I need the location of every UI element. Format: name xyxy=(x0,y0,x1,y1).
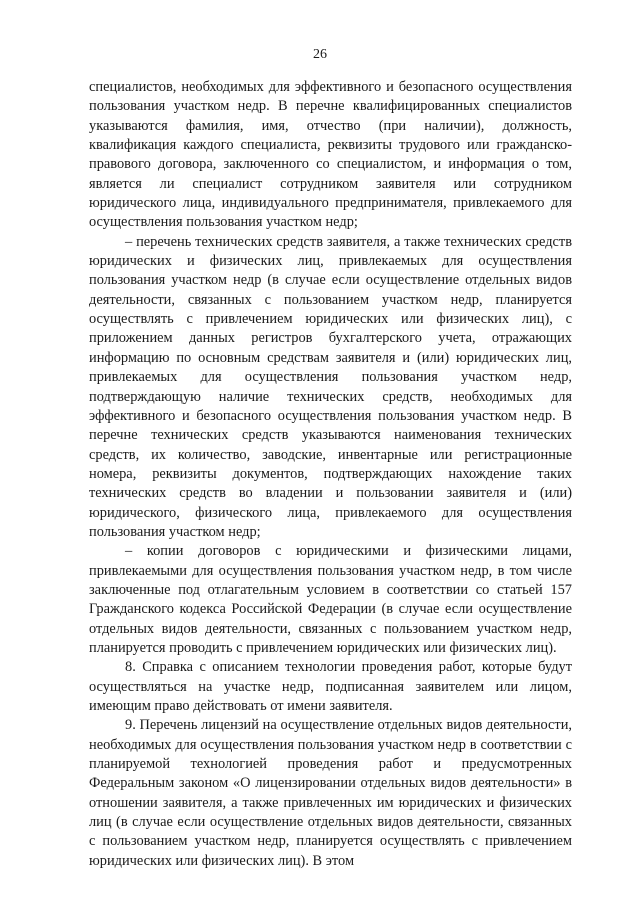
page-number: 26 xyxy=(313,47,327,62)
paragraph-technical-means: – перечень технических средств заявителя, а также технических средств юридических и физических лиц, привлекаемых для осуществления пользования участком недр (в случае если осуществление отдельных видов деятельности, связанных с пользованием участком недр, планируется осуществлять с привлечением юридических или физических лиц), с приложением данных регистров бухгалтерского учета, отражающих информацию по основным средствам заявителя и (или) юридических лиц, привлекаемых для осуществления пользования участком недр, подтверждающую наличие технических средств, необходимых для эффективного и безопасного осуществления пользования участком недр. В перечне технических средств указываются наименования технических средств, их количество, заводские, инвентарные или регистрационные номера, реквизиты документов, подтверждающих нахождение таких технических средств во владении и пользовании заявителя и (или) юридического, физического лица, привлекаемого для осуществления пользования участком недр; xyxy=(89,233,572,540)
paragraph-specialists-list: специалистов, необходимых для эффективного и безопасного осуществления пользования участком недр. В перечне квалифицированных специалистов указываются фамилия, имя, отчество (при наличии), должность, квалификация каждого специалиста, реквизиты трудового или гражданско-правового договора, заключенного со специалистом, и информация о том, является ли специалист сотрудником заявителя или сотрудником юридического лица, индивидуального предпринимателя, привлекаемого для осуществления пользования участком недр; xyxy=(89,79,572,231)
paragraph-item-9: 9. Перечень лицензий на осуществление отдельных видов деятельности, необходимых для осуществления пользования участком недр в соответствии с планируемой технологией проведения работ и предусмотренных Федеральным законом «О лицензировании отдельных видов деятельности» в отношении заявителя, а также привлеченных им юридических и физических лиц (в случае если осуществление отдельных видов деятельности, связанных с пользованием участком недр, планируется осуществлять с привлечением юридических или физических лиц). В этом xyxy=(89,717,572,869)
body-text xyxy=(89,78,572,871)
paragraph-item-8: 8. Справка с описанием технологии проведения работ, которые будут осуществляться на участке недр, подписанная заявителем или лицом, имеющим право действовать от имени заявителя. xyxy=(89,659,572,714)
paragraph-contracts-copies: – копии договоров с юридическими и физическими лицами, привлекаемыми для осуществления пользования участком недр, в том числе заключенные под отлагательным условием в соответствии со статьей 157 Гражданского кодекса Российской Федерации (в случае если осуществление отдельных видов деятельности, связанных с пользованием участком недр, планируется проводить с привлечением юридических или физических лиц). xyxy=(89,543,572,656)
